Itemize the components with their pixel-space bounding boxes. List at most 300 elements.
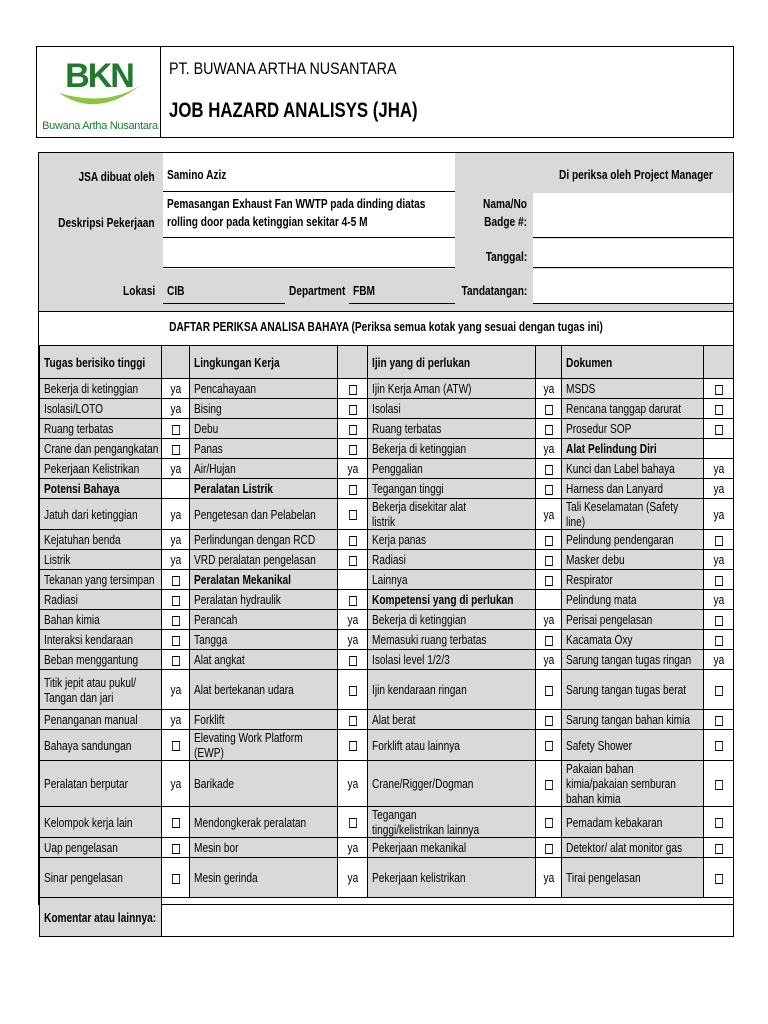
check-mark-text: ya bbox=[713, 461, 724, 476]
checklist-item bbox=[562, 610, 704, 630]
checkbox-icon[interactable] bbox=[545, 556, 553, 566]
comment-label-text: Komentar atau lainnya: bbox=[44, 909, 157, 925]
check-mark[interactable] bbox=[162, 439, 190, 459]
check-mark-text bbox=[545, 841, 553, 854]
comment-row bbox=[40, 898, 734, 937]
checklist-title: DAFTAR PERIKSA ANALISA BAHAYA (Periksa semua kotak yang sesuai dengan tugas ini) bbox=[169, 319, 603, 334]
check-mark[interactable] bbox=[704, 610, 734, 630]
check-mark[interactable] bbox=[338, 630, 368, 650]
checkbox-icon[interactable] bbox=[715, 874, 723, 884]
checklist-item-text: Crane dan pengangkatan bbox=[44, 441, 159, 456]
table-row bbox=[40, 610, 734, 630]
checkbox-icon[interactable] bbox=[545, 780, 553, 790]
check-mark-text bbox=[545, 816, 553, 829]
checklist-item bbox=[190, 858, 338, 898]
check-mark[interactable] bbox=[338, 479, 368, 499]
checklist-item-text: Ruang terbatas bbox=[372, 421, 442, 436]
checkbox-icon[interactable] bbox=[545, 536, 553, 546]
checklist-item-text: Pencahayaan bbox=[194, 381, 257, 396]
check-mark[interactable] bbox=[162, 838, 190, 858]
check-mark-text bbox=[349, 382, 357, 395]
checklist-item-text: Isolasi bbox=[372, 401, 401, 416]
check-mark-text bbox=[715, 683, 723, 696]
check-mark[interactable] bbox=[536, 499, 562, 530]
check-mark[interactable] bbox=[338, 807, 368, 838]
column-header-mark bbox=[704, 346, 734, 379]
check-mark[interactable] bbox=[162, 610, 190, 630]
checklist-item-text: Prosedur SOP bbox=[566, 421, 632, 436]
check-mark[interactable] bbox=[536, 550, 562, 570]
check-mark[interactable] bbox=[536, 459, 562, 479]
checklist-item bbox=[40, 499, 162, 530]
checkbox-icon[interactable] bbox=[715, 741, 723, 751]
check-mark[interactable] bbox=[704, 439, 734, 459]
check-mark[interactable] bbox=[338, 499, 368, 530]
check-mark-text: ya bbox=[543, 612, 554, 627]
checkbox-icon[interactable] bbox=[715, 686, 723, 696]
check-mark[interactable] bbox=[704, 710, 734, 730]
checklist-item bbox=[40, 858, 162, 898]
check-mark-text: ya bbox=[170, 401, 181, 416]
checklist-item-text: Mesin bor bbox=[194, 840, 239, 855]
checkbox-icon[interactable] bbox=[349, 510, 357, 520]
checklist-item bbox=[190, 807, 338, 838]
checklist-item bbox=[40, 550, 162, 570]
checkbox-icon[interactable] bbox=[172, 616, 180, 626]
check-mark[interactable] bbox=[162, 550, 190, 570]
check-mark[interactable] bbox=[162, 807, 190, 838]
checklist-item bbox=[368, 610, 536, 630]
checklist-item-text: Mesin gerinda bbox=[194, 870, 258, 885]
checkbox-icon[interactable] bbox=[172, 636, 180, 646]
check-mark[interactable] bbox=[162, 630, 190, 650]
checklist-item bbox=[40, 590, 162, 610]
check-mark[interactable] bbox=[536, 379, 562, 399]
checkbox-icon[interactable] bbox=[349, 405, 357, 415]
check-mark[interactable] bbox=[338, 459, 368, 479]
checklist-item-text: Masker debu bbox=[566, 552, 625, 567]
checklist-item bbox=[368, 439, 536, 459]
checklist-item-text: Crane/Rigger/Dogman bbox=[372, 776, 474, 791]
description-field-extra[interactable] bbox=[163, 239, 455, 267]
check-mark-text: ya bbox=[347, 612, 358, 627]
checklist-item-text: Elevating Work Platform (EWP) bbox=[194, 730, 303, 760]
column-header-text: Ijin yang di perlukan bbox=[372, 354, 471, 370]
check-mark[interactable] bbox=[162, 570, 190, 590]
checklist-item-text: Kompetensi yang di perlukan bbox=[372, 592, 514, 607]
check-mark[interactable] bbox=[338, 761, 368, 807]
checkbox-icon[interactable] bbox=[715, 844, 723, 854]
check-mark[interactable] bbox=[704, 399, 734, 419]
description-label: Deskripsi Pekerjaan bbox=[58, 215, 155, 230]
table-row bbox=[40, 730, 734, 761]
check-mark-text: ya bbox=[543, 870, 554, 885]
checklist-item bbox=[190, 399, 338, 419]
checkbox-icon[interactable] bbox=[715, 780, 723, 790]
check-mark[interactable] bbox=[704, 630, 734, 650]
check-mark[interactable] bbox=[338, 399, 368, 419]
check-mark[interactable] bbox=[338, 710, 368, 730]
badge-label: Nama/No Badge #: bbox=[483, 196, 527, 229]
check-mark[interactable] bbox=[536, 838, 562, 858]
checklist-item bbox=[368, 590, 536, 610]
logo-mark-text: BKN bbox=[65, 57, 133, 95]
check-mark[interactable] bbox=[704, 590, 734, 610]
checkbox-icon[interactable] bbox=[349, 686, 357, 696]
check-mark-text bbox=[715, 739, 723, 752]
check-mark[interactable] bbox=[536, 761, 562, 807]
checklist-item-text: Bekerja di ketinggian bbox=[372, 612, 467, 627]
check-mark-text bbox=[349, 683, 357, 696]
check-mark-text bbox=[545, 713, 553, 726]
checkbox-icon[interactable] bbox=[349, 485, 357, 495]
checkbox-icon[interactable] bbox=[349, 656, 357, 666]
checklist-item bbox=[190, 650, 338, 670]
checklist-item bbox=[562, 630, 704, 650]
checkbox-icon[interactable] bbox=[172, 874, 180, 884]
column-header bbox=[40, 346, 162, 379]
check-mark[interactable] bbox=[704, 459, 734, 479]
check-mark[interactable] bbox=[162, 590, 190, 610]
badge-field[interactable] bbox=[533, 193, 733, 237]
checklist-item bbox=[368, 399, 536, 419]
checklist-item-text: Perlindungan dengan RCD bbox=[194, 532, 316, 547]
checkbox-icon[interactable] bbox=[715, 616, 723, 626]
form-divider bbox=[39, 311, 733, 312]
checklist-item-text: Kelompok kerja lain bbox=[44, 814, 133, 830]
checklist-item bbox=[190, 479, 338, 499]
checklist-item-text: Safety Shower bbox=[566, 737, 632, 753]
checklist-item bbox=[368, 530, 536, 550]
check-mark-text bbox=[349, 533, 357, 546]
checklist-item-text: Radiasi bbox=[44, 592, 78, 607]
checkbox-icon[interactable] bbox=[172, 576, 180, 586]
check-mark[interactable] bbox=[338, 650, 368, 670]
checklist-item-text: VRD peralatan pengelasan bbox=[194, 552, 316, 567]
check-mark[interactable] bbox=[338, 858, 368, 898]
check-mark-text bbox=[545, 777, 553, 790]
check-mark[interactable] bbox=[162, 419, 190, 439]
checklist-item bbox=[190, 590, 338, 610]
check-mark[interactable] bbox=[536, 807, 562, 838]
check-mark[interactable] bbox=[338, 670, 368, 710]
check-mark[interactable] bbox=[536, 610, 562, 630]
check-mark[interactable] bbox=[704, 730, 734, 761]
check-mark[interactable] bbox=[704, 858, 734, 898]
checkbox-icon[interactable] bbox=[349, 425, 357, 435]
checklist-item bbox=[368, 499, 536, 530]
checklist-item-text: Perisai pengelasan bbox=[566, 612, 653, 627]
check-mark-text: ya bbox=[170, 381, 181, 396]
check-mark-text bbox=[349, 442, 357, 455]
check-mark-text bbox=[172, 871, 180, 884]
checklist-item-text: Listrik bbox=[44, 552, 71, 567]
checklist-item-text: Tegangan tinggi bbox=[372, 481, 444, 496]
check-mark[interactable] bbox=[536, 630, 562, 650]
check-mark[interactable] bbox=[338, 419, 368, 439]
checklist-item bbox=[562, 479, 704, 499]
check-mark[interactable] bbox=[338, 550, 368, 570]
check-mark[interactable] bbox=[704, 499, 734, 530]
check-mark[interactable] bbox=[338, 379, 368, 399]
check-mark[interactable] bbox=[704, 650, 734, 670]
checklist-item-text: Tirai pengelasan bbox=[566, 870, 641, 885]
check-mark[interactable] bbox=[536, 479, 562, 499]
bkn-logo-mark bbox=[37, 47, 161, 119]
checklist-item bbox=[562, 399, 704, 419]
jha-form bbox=[38, 152, 734, 925]
check-mark-text: ya bbox=[170, 506, 181, 522]
checklist-item bbox=[562, 670, 704, 710]
checkbox-icon[interactable] bbox=[715, 818, 723, 828]
description-underline bbox=[163, 237, 455, 238]
checklist-item bbox=[368, 730, 536, 761]
checkbox-icon[interactable] bbox=[545, 818, 553, 828]
checkbox-icon[interactable] bbox=[545, 716, 553, 726]
checklist-item bbox=[40, 459, 162, 479]
checklist-item-text: Kunci dan Label bahaya bbox=[566, 461, 675, 476]
checklist-item bbox=[368, 710, 536, 730]
checkbox-icon[interactable] bbox=[349, 445, 357, 455]
checkbox-icon[interactable] bbox=[545, 485, 553, 495]
checklist-item bbox=[40, 379, 162, 399]
checklist-item-text: Penggalian bbox=[372, 461, 423, 476]
check-mark-text bbox=[715, 841, 723, 854]
checklist-item bbox=[562, 710, 704, 730]
checklist-item bbox=[368, 670, 536, 710]
department-value: FBM bbox=[353, 283, 375, 298]
checkbox-icon[interactable] bbox=[715, 425, 723, 435]
check-mark[interactable] bbox=[338, 439, 368, 459]
checklist-item-text: Alat berat bbox=[372, 712, 416, 727]
check-mark[interactable] bbox=[536, 650, 562, 670]
table-row bbox=[40, 439, 734, 459]
checklist-item-text: Titik jepit atau pukul/ Tangan dan jari bbox=[44, 674, 137, 705]
checkbox-icon[interactable] bbox=[715, 636, 723, 646]
checklist-item-text: Pekerjaan kelistrikan bbox=[372, 870, 466, 885]
checklist-item bbox=[190, 761, 338, 807]
checklist-item bbox=[368, 807, 536, 838]
check-mark[interactable] bbox=[704, 550, 734, 570]
check-mark[interactable] bbox=[162, 650, 190, 670]
checkbox-icon[interactable] bbox=[172, 656, 180, 666]
checkbox-icon[interactable] bbox=[715, 385, 723, 395]
checkbox-icon[interactable] bbox=[172, 425, 180, 435]
check-mark[interactable] bbox=[162, 858, 190, 898]
check-mark-text bbox=[545, 402, 553, 415]
checkbox-icon[interactable] bbox=[715, 716, 723, 726]
made-by-label: JSA dibuat oleh bbox=[78, 169, 155, 184]
date-field[interactable] bbox=[533, 239, 733, 267]
checklist-item-text: Sarung tangan bahan kimia bbox=[566, 712, 691, 727]
table-row bbox=[40, 479, 734, 499]
document-title: JOB HAZARD ANALISYS (JHA) bbox=[169, 99, 418, 122]
checkbox-icon[interactable] bbox=[545, 576, 553, 586]
checklist-item-text: MSDS bbox=[566, 381, 596, 396]
check-mark-text bbox=[349, 402, 357, 415]
check-mark-text bbox=[349, 553, 357, 566]
checklist-item-text: Detektor/ alat monitor gas bbox=[566, 840, 683, 855]
check-mark[interactable] bbox=[536, 730, 562, 761]
check-mark-text: ya bbox=[713, 652, 724, 667]
checklist-item-text: Pemadam kebakaran bbox=[566, 814, 663, 830]
check-mark-text: ya bbox=[347, 840, 358, 855]
checklist-item bbox=[562, 650, 704, 670]
badge-underline bbox=[533, 237, 733, 238]
check-mark-text bbox=[715, 422, 723, 435]
check-mark-text: ya bbox=[347, 632, 358, 647]
location-value: CIB bbox=[167, 283, 185, 298]
check-mark[interactable] bbox=[704, 670, 734, 710]
check-mark[interactable] bbox=[162, 459, 190, 479]
comment-field[interactable] bbox=[162, 898, 734, 937]
checkbox-icon[interactable] bbox=[715, 405, 723, 415]
check-mark[interactable] bbox=[162, 530, 190, 550]
check-mark-text bbox=[545, 573, 553, 586]
table-row bbox=[40, 379, 734, 399]
checklist-item bbox=[190, 499, 338, 530]
checklist-item bbox=[368, 550, 536, 570]
checkbox-icon[interactable] bbox=[349, 536, 357, 546]
check-mark[interactable] bbox=[536, 530, 562, 550]
check-mark[interactable] bbox=[162, 730, 190, 761]
checklist-item-text: Isolasi/LOTO bbox=[44, 401, 103, 416]
check-mark[interactable] bbox=[536, 710, 562, 730]
checkbox-icon[interactable] bbox=[172, 445, 180, 455]
checkbox-icon[interactable] bbox=[545, 465, 553, 475]
checklist-item bbox=[40, 670, 162, 710]
checkbox-icon[interactable] bbox=[545, 741, 553, 751]
department-underline bbox=[349, 303, 455, 304]
check-mark[interactable] bbox=[536, 439, 562, 459]
check-mark[interactable] bbox=[536, 570, 562, 590]
checklist-item-text: Ruang terbatas bbox=[44, 421, 114, 436]
checklist-item-text: Kerja panas bbox=[372, 532, 427, 547]
checkbox-icon[interactable] bbox=[172, 844, 180, 854]
check-mark[interactable] bbox=[162, 499, 190, 530]
checklist-item-text: Pakaian bahan kimia/pakaian semburan bahan kimia bbox=[566, 761, 676, 806]
check-mark-text bbox=[715, 533, 723, 546]
checklist-item-text: Forklift bbox=[194, 712, 225, 727]
check-mark[interactable] bbox=[338, 570, 368, 590]
checklist-item bbox=[190, 710, 338, 730]
checkbox-icon[interactable] bbox=[172, 596, 180, 606]
check-mark[interactable] bbox=[162, 399, 190, 419]
checklist-item bbox=[562, 530, 704, 550]
check-mark-text: ya bbox=[170, 461, 181, 476]
checklist-item bbox=[40, 761, 162, 807]
checklist-item bbox=[562, 838, 704, 858]
checklist-item bbox=[562, 459, 704, 479]
checkbox-icon[interactable] bbox=[545, 844, 553, 854]
table-row bbox=[40, 858, 734, 898]
check-mark[interactable] bbox=[162, 479, 190, 499]
check-mark[interactable] bbox=[162, 761, 190, 807]
check-mark[interactable] bbox=[338, 730, 368, 761]
check-mark[interactable] bbox=[162, 670, 190, 710]
checklist-item-text: Bising bbox=[194, 401, 222, 416]
checklist-item-text: Tangga bbox=[194, 632, 228, 647]
check-mark[interactable] bbox=[338, 530, 368, 550]
checkbox-icon[interactable] bbox=[715, 576, 723, 586]
checkbox-icon[interactable] bbox=[715, 536, 723, 546]
check-mark[interactable] bbox=[338, 610, 368, 630]
checkbox-icon[interactable] bbox=[545, 405, 553, 415]
checklist-item-text: Potensi Bahaya bbox=[44, 481, 120, 496]
checklist-item-text: Forklift atau lainnya bbox=[372, 737, 460, 753]
check-mark[interactable] bbox=[162, 710, 190, 730]
checklist-item bbox=[562, 379, 704, 399]
checklist-item-text: Peralatan Mekanikal bbox=[194, 572, 291, 587]
department-label: Department bbox=[289, 283, 346, 298]
checklist-item bbox=[368, 838, 536, 858]
check-mark[interactable] bbox=[536, 858, 562, 898]
checklist-item bbox=[562, 590, 704, 610]
check-mark-text: ya bbox=[170, 552, 181, 567]
check-mark[interactable] bbox=[338, 590, 368, 610]
check-mark[interactable] bbox=[704, 570, 734, 590]
check-mark[interactable] bbox=[536, 399, 562, 419]
checklist-item bbox=[40, 479, 162, 499]
check-mark[interactable] bbox=[704, 807, 734, 838]
checkbox-icon[interactable] bbox=[349, 741, 357, 751]
check-mark[interactable] bbox=[162, 379, 190, 399]
checklist-item bbox=[40, 610, 162, 630]
check-mark[interactable] bbox=[704, 479, 734, 499]
check-mark-text bbox=[349, 482, 357, 495]
checkbox-icon[interactable] bbox=[349, 556, 357, 566]
checklist-item-text: Beban menggantung bbox=[44, 652, 139, 667]
checklist-item-text: Jatuh dari ketinggian bbox=[44, 506, 138, 522]
check-mark[interactable] bbox=[536, 590, 562, 610]
checkbox-icon[interactable] bbox=[349, 596, 357, 606]
checklist-item bbox=[40, 570, 162, 590]
checkbox-icon[interactable] bbox=[172, 818, 180, 828]
checkbox-icon[interactable] bbox=[172, 741, 180, 751]
check-mark[interactable] bbox=[536, 670, 562, 710]
check-mark-text bbox=[172, 633, 180, 646]
checklist-item-text: Interaksi kendaraan bbox=[44, 632, 134, 647]
check-mark[interactable] bbox=[536, 419, 562, 439]
checklist-item-text: Sarung tangan tugas ringan bbox=[566, 652, 692, 667]
column-header-text: Lingkungan Kerja bbox=[194, 354, 280, 370]
checklist-item bbox=[40, 419, 162, 439]
checkbox-icon[interactable] bbox=[349, 716, 357, 726]
checklist-item bbox=[368, 419, 536, 439]
checkbox-icon[interactable] bbox=[349, 818, 357, 828]
check-mark-text bbox=[349, 713, 357, 726]
check-mark[interactable] bbox=[704, 838, 734, 858]
checklist-item-text: Bahan kimia bbox=[44, 612, 100, 627]
check-mark[interactable] bbox=[704, 419, 734, 439]
checkbox-icon[interactable] bbox=[349, 385, 357, 395]
check-mark-text bbox=[715, 777, 723, 790]
checklist-item-text: Pekerjaan Kelistrikan bbox=[44, 461, 140, 476]
checkbox-icon[interactable] bbox=[545, 686, 553, 696]
location-label: Lokasi bbox=[122, 283, 155, 298]
check-mark[interactable] bbox=[338, 838, 368, 858]
check-mark[interactable] bbox=[704, 761, 734, 807]
checkbox-icon[interactable] bbox=[545, 636, 553, 646]
checkbox-icon[interactable] bbox=[545, 425, 553, 435]
column-header-mark bbox=[536, 346, 562, 379]
checklist-item bbox=[190, 570, 338, 590]
checklist-item-text: Alat angkat bbox=[194, 652, 245, 667]
check-mark[interactable] bbox=[704, 530, 734, 550]
check-mark[interactable] bbox=[704, 379, 734, 399]
signature-field[interactable] bbox=[533, 269, 733, 303]
table-row bbox=[40, 807, 734, 838]
